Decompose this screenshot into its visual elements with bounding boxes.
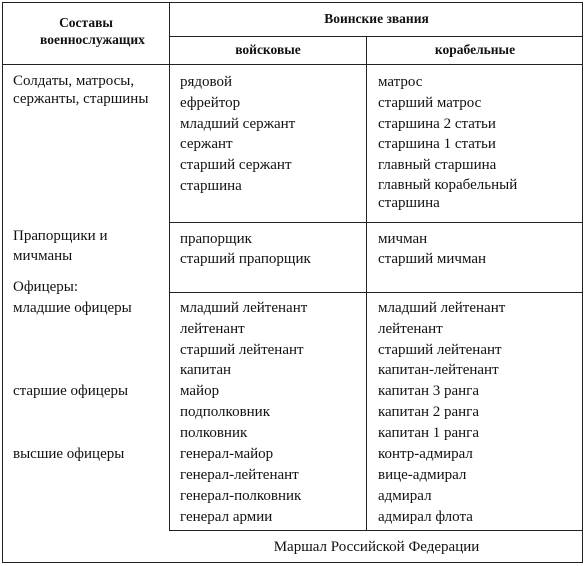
army-rank: генерал-майор [180, 446, 274, 462]
navy-rank: младший лейтенант [378, 300, 506, 316]
navy-rank: старший мичман [378, 251, 487, 267]
army-rank: генерал-полковник [180, 488, 302, 504]
navy-rank: главный старшина [378, 157, 497, 173]
army-rank: генерал армии [180, 509, 273, 525]
header-subdivider [169, 36, 583, 37]
army-rank: подполковник [180, 404, 270, 420]
header-composition: Составы военнослужащих [40, 15, 145, 47]
navy-rank: старшина 1 статьи [378, 136, 496, 152]
army-rank: капитан [180, 362, 231, 378]
group-warrant: Прапорщики и мичманы [13, 228, 108, 264]
navy-rank: главный корабельный старшина [378, 177, 518, 211]
army-rank: ефрейтор [180, 95, 241, 111]
navy-rank: капитан 1 ранга [378, 425, 479, 441]
column-divider-army-navy [366, 36, 367, 530]
army-rank: старшина [180, 178, 242, 194]
group-officers: Офицеры: [13, 279, 79, 295]
header-army: войсковые [235, 42, 301, 57]
army-rank: младший лейтенант [180, 300, 308, 316]
army-rank: полковник [180, 425, 248, 441]
marshal-rank: Маршал Российской Федерации [273, 539, 480, 555]
navy-rank: старшина 2 статьи [378, 116, 496, 132]
army-rank: старший прапорщик [180, 251, 311, 267]
navy-rank: лейтенант [378, 321, 443, 337]
body-divider-1 [169, 222, 583, 223]
navy-rank: контр-адмирал [378, 446, 473, 462]
group-higher-officers: высшие офицеры [13, 446, 125, 462]
navy-rank: вице-адмирал [378, 467, 467, 483]
army-rank: сержант [180, 136, 233, 152]
army-rank: прапорщик [180, 231, 252, 247]
navy-rank: капитан 3 ранга [378, 383, 479, 399]
army-rank: старший лейтенант [180, 342, 304, 358]
group-junior-officers: младшие офицеры [13, 300, 132, 316]
group-soldiers: Солдаты, матросы, сержанты, старшины [13, 73, 149, 107]
header-ranks: Воинские звания [324, 11, 429, 26]
army-rank: рядовой [180, 74, 233, 90]
army-rank: генерал-лейтенант [180, 467, 299, 483]
army-rank: лейтенант [180, 321, 245, 337]
navy-rank: капитан-лейтенант [378, 362, 499, 378]
army-rank: младший сержант [180, 116, 296, 132]
navy-rank: капитан 2 ранга [378, 404, 479, 420]
army-rank: старший сержант [180, 157, 292, 173]
header-bottom-line [2, 64, 583, 65]
body-divider-2 [169, 292, 583, 293]
header-navy: корабельные [434, 42, 516, 57]
navy-rank: мичман [378, 231, 428, 247]
navy-rank: старший лейтенант [378, 342, 502, 358]
marshal-row-line [169, 530, 583, 531]
navy-rank: адмирал флота [378, 509, 473, 525]
navy-rank: старший матрос [378, 95, 482, 111]
group-senior-officers: старшие офицеры [13, 383, 129, 399]
column-divider-main [169, 2, 170, 530]
navy-rank: адмирал [378, 488, 432, 504]
army-rank: майор [180, 383, 220, 399]
navy-rank: матрос [378, 74, 423, 90]
